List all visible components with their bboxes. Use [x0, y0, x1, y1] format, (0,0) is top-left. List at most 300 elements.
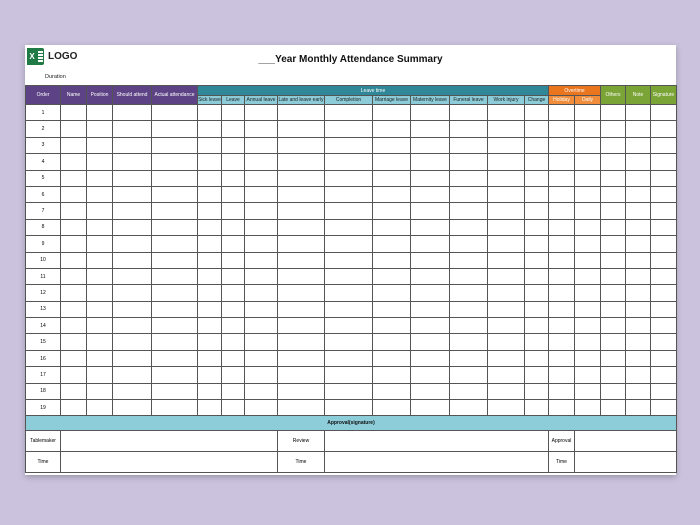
table-cell[interactable] [626, 170, 651, 186]
tablemaker-field[interactable] [61, 431, 278, 452]
table-cell[interactable] [601, 137, 626, 153]
table-cell[interactable] [198, 170, 222, 186]
table-cell[interactable] [198, 137, 222, 153]
table-cell[interactable] [549, 383, 575, 399]
table-cell[interactable] [87, 301, 113, 317]
table-cell[interactable] [373, 285, 411, 301]
table-cell[interactable] [601, 350, 626, 366]
table-cell[interactable] [411, 350, 450, 366]
table-cell[interactable] [601, 236, 626, 252]
table-cell[interactable] [278, 252, 325, 268]
table-cell[interactable] [152, 268, 198, 284]
table-cell[interactable] [450, 186, 488, 202]
table-cell[interactable] [87, 334, 113, 350]
table-cell[interactable] [525, 301, 549, 317]
table-cell[interactable] [626, 154, 651, 170]
table-cell[interactable] [411, 252, 450, 268]
table-cell[interactable] [87, 154, 113, 170]
table-cell[interactable] [373, 367, 411, 383]
table-cell[interactable] [152, 350, 198, 366]
table-cell[interactable] [525, 203, 549, 219]
table-cell[interactable] [450, 367, 488, 383]
table-cell[interactable] [87, 186, 113, 202]
table-cell[interactable] [245, 350, 278, 366]
table-cell[interactable] [113, 154, 152, 170]
table-cell[interactable] [198, 400, 222, 416]
table-cell[interactable] [525, 400, 549, 416]
table-cell[interactable] [525, 318, 549, 334]
table-cell[interactable] [325, 252, 373, 268]
table-cell[interactable] [222, 186, 245, 202]
table-cell[interactable] [411, 170, 450, 186]
table-cell[interactable] [278, 203, 325, 219]
table-cell[interactable] [626, 301, 651, 317]
table-cell[interactable] [113, 383, 152, 399]
table-cell[interactable] [61, 350, 87, 366]
table-cell[interactable] [278, 170, 325, 186]
table-cell[interactable] [651, 350, 677, 366]
table-cell[interactable] [488, 268, 525, 284]
table-cell[interactable] [651, 268, 677, 284]
table-cell[interactable] [488, 105, 525, 121]
table-cell[interactable] [411, 219, 450, 235]
table-cell[interactable] [373, 170, 411, 186]
table-cell[interactable] [373, 301, 411, 317]
table-cell[interactable] [450, 400, 488, 416]
table-cell[interactable] [113, 170, 152, 186]
table-cell[interactable] [549, 252, 575, 268]
table-cell[interactable] [245, 154, 278, 170]
table-cell[interactable] [113, 334, 152, 350]
table-cell[interactable] [152, 203, 198, 219]
table-cell[interactable] [575, 334, 601, 350]
table-cell[interactable] [651, 400, 677, 416]
table-cell[interactable] [87, 350, 113, 366]
table-cell[interactable] [278, 301, 325, 317]
table-cell[interactable] [488, 285, 525, 301]
table-cell[interactable] [61, 285, 87, 301]
table-cell[interactable] [411, 236, 450, 252]
table-cell[interactable] [87, 121, 113, 137]
table-cell[interactable] [61, 137, 87, 153]
table-cell[interactable] [373, 121, 411, 137]
table-cell[interactable] [198, 154, 222, 170]
table-cell[interactable] [222, 318, 245, 334]
table-cell[interactable] [245, 219, 278, 235]
table-cell[interactable] [61, 252, 87, 268]
table-cell[interactable] [525, 121, 549, 137]
table-cell[interactable] [575, 367, 601, 383]
table-cell[interactable] [113, 400, 152, 416]
table-cell[interactable] [278, 121, 325, 137]
table-cell[interactable] [651, 383, 677, 399]
table-cell[interactable] [450, 334, 488, 350]
table-cell[interactable] [488, 400, 525, 416]
table-cell[interactable] [626, 400, 651, 416]
table-cell[interactable] [113, 203, 152, 219]
table-cell[interactable] [651, 301, 677, 317]
table-cell[interactable] [87, 236, 113, 252]
table-cell[interactable] [549, 137, 575, 153]
table-cell[interactable] [245, 400, 278, 416]
table-cell[interactable] [152, 252, 198, 268]
table-cell[interactable] [651, 170, 677, 186]
table-cell[interactable] [549, 121, 575, 137]
table-cell[interactable] [488, 367, 525, 383]
table-cell[interactable] [601, 285, 626, 301]
table-cell[interactable] [222, 268, 245, 284]
review-time-field[interactable] [325, 452, 549, 473]
table-cell[interactable] [222, 334, 245, 350]
table-cell[interactable] [325, 219, 373, 235]
table-cell[interactable] [222, 105, 245, 121]
table-cell[interactable] [113, 301, 152, 317]
table-cell[interactable] [198, 268, 222, 284]
table-cell[interactable] [626, 285, 651, 301]
table-cell[interactable] [373, 268, 411, 284]
table-cell[interactable] [601, 170, 626, 186]
table-cell[interactable] [198, 383, 222, 399]
table-cell[interactable] [488, 170, 525, 186]
table-cell[interactable] [601, 252, 626, 268]
table-cell[interactable] [113, 268, 152, 284]
table-cell[interactable] [87, 203, 113, 219]
table-cell[interactable] [278, 236, 325, 252]
table-cell[interactable] [87, 367, 113, 383]
table-cell[interactable] [488, 236, 525, 252]
table-cell[interactable] [411, 383, 450, 399]
table-cell[interactable] [651, 186, 677, 202]
table-cell[interactable] [411, 154, 450, 170]
table-cell[interactable] [245, 301, 278, 317]
table-cell[interactable] [450, 301, 488, 317]
table-cell[interactable] [278, 383, 325, 399]
table-cell[interactable] [222, 203, 245, 219]
review-field[interactable] [325, 431, 549, 452]
table-cell[interactable] [325, 285, 373, 301]
table-cell[interactable] [575, 301, 601, 317]
table-cell[interactable] [450, 285, 488, 301]
table-cell[interactable] [525, 137, 549, 153]
table-cell[interactable] [325, 383, 373, 399]
table-cell[interactable] [61, 301, 87, 317]
table-cell[interactable] [222, 121, 245, 137]
table-cell[interactable] [325, 105, 373, 121]
table-cell[interactable] [152, 383, 198, 399]
table-cell[interactable] [373, 154, 411, 170]
table-cell[interactable] [525, 154, 549, 170]
table-cell[interactable] [575, 252, 601, 268]
table-cell[interactable] [373, 186, 411, 202]
table-cell[interactable] [222, 350, 245, 366]
table-cell[interactable] [278, 350, 325, 366]
table-cell[interactable] [278, 400, 325, 416]
table-cell[interactable] [325, 350, 373, 366]
table-cell[interactable] [626, 252, 651, 268]
table-cell[interactable] [651, 318, 677, 334]
table-cell[interactable] [626, 219, 651, 235]
table-cell[interactable] [87, 105, 113, 121]
table-cell[interactable] [549, 186, 575, 202]
table-cell[interactable] [113, 219, 152, 235]
table-cell[interactable] [651, 285, 677, 301]
table-cell[interactable] [488, 203, 525, 219]
approval-field[interactable] [575, 431, 677, 452]
table-cell[interactable] [61, 400, 87, 416]
table-cell[interactable] [549, 367, 575, 383]
table-cell[interactable] [245, 170, 278, 186]
table-cell[interactable] [549, 318, 575, 334]
table-cell[interactable] [61, 186, 87, 202]
table-cell[interactable] [152, 170, 198, 186]
table-cell[interactable] [87, 219, 113, 235]
table-cell[interactable] [198, 318, 222, 334]
table-cell[interactable] [113, 236, 152, 252]
table-cell[interactable] [245, 236, 278, 252]
table-cell[interactable] [601, 383, 626, 399]
table-cell[interactable] [278, 186, 325, 202]
table-cell[interactable] [575, 154, 601, 170]
table-cell[interactable] [278, 137, 325, 153]
table-cell[interactable] [373, 252, 411, 268]
table-cell[interactable] [549, 170, 575, 186]
table-cell[interactable] [245, 137, 278, 153]
table-cell[interactable] [525, 268, 549, 284]
table-cell[interactable] [373, 400, 411, 416]
table-cell[interactable] [549, 400, 575, 416]
table-cell[interactable] [222, 170, 245, 186]
table-cell[interactable] [651, 121, 677, 137]
table-cell[interactable] [325, 121, 373, 137]
table-cell[interactable] [87, 170, 113, 186]
table-cell[interactable] [87, 383, 113, 399]
table-cell[interactable] [651, 367, 677, 383]
table-cell[interactable] [575, 219, 601, 235]
table-cell[interactable] [450, 203, 488, 219]
table-cell[interactable] [411, 301, 450, 317]
table-cell[interactable] [87, 285, 113, 301]
table-cell[interactable] [411, 137, 450, 153]
table-cell[interactable] [152, 154, 198, 170]
table-cell[interactable] [651, 154, 677, 170]
table-cell[interactable] [245, 367, 278, 383]
table-cell[interactable] [222, 137, 245, 153]
table-cell[interactable] [549, 219, 575, 235]
table-cell[interactable] [245, 252, 278, 268]
table-cell[interactable] [152, 400, 198, 416]
table-cell[interactable] [450, 121, 488, 137]
tablemaker-time-field[interactable] [61, 452, 278, 473]
table-cell[interactable] [626, 186, 651, 202]
table-cell[interactable] [601, 334, 626, 350]
table-cell[interactable] [601, 400, 626, 416]
table-cell[interactable] [601, 318, 626, 334]
table-cell[interactable] [450, 318, 488, 334]
table-cell[interactable] [61, 236, 87, 252]
table-cell[interactable] [450, 137, 488, 153]
table-cell[interactable] [549, 154, 575, 170]
table-cell[interactable] [575, 236, 601, 252]
table-cell[interactable] [245, 105, 278, 121]
table-cell[interactable] [549, 334, 575, 350]
table-cell[interactable] [411, 334, 450, 350]
table-cell[interactable] [626, 121, 651, 137]
table-cell[interactable] [61, 367, 87, 383]
table-cell[interactable] [61, 383, 87, 399]
table-cell[interactable] [525, 105, 549, 121]
table-cell[interactable] [278, 318, 325, 334]
table-cell[interactable] [525, 219, 549, 235]
table-cell[interactable] [152, 367, 198, 383]
table-cell[interactable] [488, 318, 525, 334]
table-cell[interactable] [411, 186, 450, 202]
table-cell[interactable] [61, 170, 87, 186]
table-cell[interactable] [87, 318, 113, 334]
table-cell[interactable] [601, 301, 626, 317]
table-cell[interactable] [651, 252, 677, 268]
table-cell[interactable] [152, 186, 198, 202]
table-cell[interactable] [601, 154, 626, 170]
table-cell[interactable] [411, 203, 450, 219]
table-cell[interactable] [549, 301, 575, 317]
table-cell[interactable] [278, 367, 325, 383]
table-cell[interactable] [245, 268, 278, 284]
table-cell[interactable] [245, 383, 278, 399]
table-cell[interactable] [651, 236, 677, 252]
table-cell[interactable] [450, 252, 488, 268]
table-cell[interactable] [278, 219, 325, 235]
table-cell[interactable] [411, 367, 450, 383]
table-cell[interactable] [61, 154, 87, 170]
table-cell[interactable] [575, 268, 601, 284]
table-cell[interactable] [245, 318, 278, 334]
table-cell[interactable] [626, 203, 651, 219]
table-cell[interactable] [411, 285, 450, 301]
table-cell[interactable] [222, 154, 245, 170]
table-cell[interactable] [488, 137, 525, 153]
table-cell[interactable] [575, 383, 601, 399]
table-cell[interactable] [198, 285, 222, 301]
table-cell[interactable] [198, 252, 222, 268]
table-cell[interactable] [325, 170, 373, 186]
table-cell[interactable] [113, 318, 152, 334]
table-cell[interactable] [325, 186, 373, 202]
table-cell[interactable] [411, 268, 450, 284]
table-cell[interactable] [325, 236, 373, 252]
table-cell[interactable] [488, 334, 525, 350]
table-cell[interactable] [411, 105, 450, 121]
table-cell[interactable] [152, 301, 198, 317]
table-cell[interactable] [626, 236, 651, 252]
table-cell[interactable] [450, 350, 488, 366]
table-cell[interactable] [626, 318, 651, 334]
table-cell[interactable] [245, 334, 278, 350]
table-cell[interactable] [373, 236, 411, 252]
table-cell[interactable] [373, 203, 411, 219]
table-cell[interactable] [525, 170, 549, 186]
table-cell[interactable] [61, 121, 87, 137]
table-cell[interactable] [450, 268, 488, 284]
table-cell[interactable] [525, 383, 549, 399]
table-cell[interactable] [575, 318, 601, 334]
table-cell[interactable] [626, 268, 651, 284]
table-cell[interactable] [411, 400, 450, 416]
table-cell[interactable] [222, 301, 245, 317]
table-cell[interactable] [222, 285, 245, 301]
table-cell[interactable] [61, 219, 87, 235]
table-cell[interactable] [152, 334, 198, 350]
table-cell[interactable] [575, 121, 601, 137]
table-cell[interactable] [549, 285, 575, 301]
table-cell[interactable] [113, 105, 152, 121]
table-cell[interactable] [488, 383, 525, 399]
table-cell[interactable] [601, 186, 626, 202]
table-cell[interactable] [245, 121, 278, 137]
table-cell[interactable] [525, 252, 549, 268]
table-cell[interactable] [325, 154, 373, 170]
table-cell[interactable] [61, 334, 87, 350]
table-cell[interactable] [222, 367, 245, 383]
table-cell[interactable] [222, 219, 245, 235]
table-cell[interactable] [87, 400, 113, 416]
table-cell[interactable] [411, 121, 450, 137]
table-cell[interactable] [601, 121, 626, 137]
table-cell[interactable] [549, 236, 575, 252]
table-cell[interactable] [450, 105, 488, 121]
table-cell[interactable] [278, 268, 325, 284]
table-cell[interactable] [87, 268, 113, 284]
table-cell[interactable] [601, 268, 626, 284]
table-cell[interactable] [488, 301, 525, 317]
table-cell[interactable] [373, 318, 411, 334]
table-cell[interactable] [651, 203, 677, 219]
table-cell[interactable] [575, 186, 601, 202]
table-cell[interactable] [198, 203, 222, 219]
table-cell[interactable] [113, 121, 152, 137]
table-cell[interactable] [198, 367, 222, 383]
table-cell[interactable] [626, 383, 651, 399]
table-cell[interactable] [222, 383, 245, 399]
table-cell[interactable] [626, 350, 651, 366]
table-cell[interactable] [198, 105, 222, 121]
table-cell[interactable] [626, 367, 651, 383]
table-cell[interactable] [488, 154, 525, 170]
table-cell[interactable] [113, 350, 152, 366]
table-cell[interactable] [575, 137, 601, 153]
table-cell[interactable] [325, 301, 373, 317]
table-cell[interactable] [373, 137, 411, 153]
table-cell[interactable] [525, 186, 549, 202]
table-cell[interactable] [549, 105, 575, 121]
table-cell[interactable] [152, 285, 198, 301]
table-cell[interactable] [626, 105, 651, 121]
table-cell[interactable] [651, 105, 677, 121]
table-cell[interactable] [373, 334, 411, 350]
table-cell[interactable] [152, 318, 198, 334]
table-cell[interactable] [152, 236, 198, 252]
table-cell[interactable] [61, 105, 87, 121]
table-cell[interactable] [198, 301, 222, 317]
table-cell[interactable] [245, 203, 278, 219]
table-cell[interactable] [575, 400, 601, 416]
table-cell[interactable] [488, 350, 525, 366]
table-cell[interactable] [525, 350, 549, 366]
table-cell[interactable] [575, 105, 601, 121]
table-cell[interactable] [198, 334, 222, 350]
table-cell[interactable] [575, 285, 601, 301]
table-cell[interactable] [525, 334, 549, 350]
table-cell[interactable] [198, 350, 222, 366]
